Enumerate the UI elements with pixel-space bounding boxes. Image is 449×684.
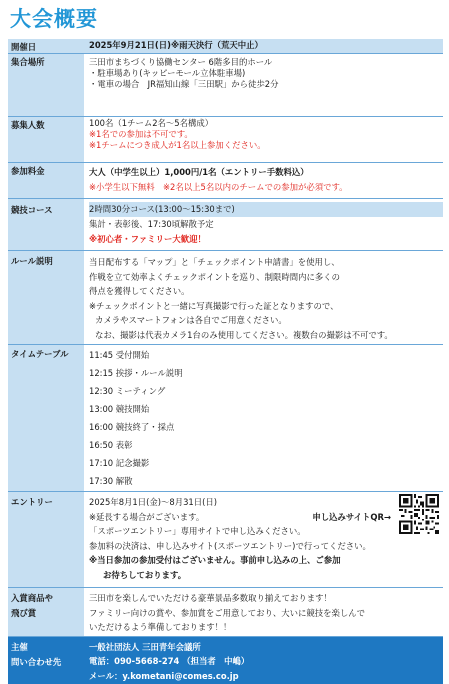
prizes-line-2: ファミリー向けの賞や、参加賞をご用意しており、大いに競技を楽しんで bbox=[89, 607, 366, 618]
row-value-venue bbox=[84, 54, 443, 117]
rules-line-6: なお、撮影は代表カメラ1台のみ使用してください。複数台の撮影は不可です。 bbox=[95, 329, 393, 340]
row-venue bbox=[8, 54, 443, 117]
entry-site-note: 「スポーツエントリー」専用サイトで申し込みください。 bbox=[89, 526, 306, 536]
entry-closing: お待ちしております。 bbox=[103, 569, 187, 580]
timetable-item: 13:00 競技開始 bbox=[89, 404, 150, 414]
entry-qr-code[interactable] bbox=[399, 494, 439, 536]
rules-line-2: 作戦を立て効率よくチェックポイントを巡り、制限時間内に多くの bbox=[89, 271, 340, 282]
row-value-prizes bbox=[84, 588, 443, 637]
row-label-prizes bbox=[8, 588, 84, 637]
footer-label-line-1: 主催 bbox=[11, 641, 28, 652]
rules-line-3: 得点を獲得してください。 bbox=[89, 286, 190, 296]
row-recruit bbox=[8, 117, 443, 163]
row-footer bbox=[8, 636, 443, 684]
rules-line-1: 当日配布する「マップ」と「チェックポイント申請書」を使用し、 bbox=[89, 257, 340, 267]
recruit-note-2: ※1チームにつき成人が1名以上参加ください。 bbox=[89, 140, 266, 151]
qr-label: 申し込みサイトQR→ bbox=[312, 511, 391, 522]
course-welcome: ※初心者・ファミリー大歓迎！ bbox=[89, 234, 206, 244]
row-value-footer bbox=[84, 636, 443, 684]
prizes-label-line-1: 入賞商品や bbox=[11, 593, 53, 603]
row-date bbox=[8, 39, 443, 54]
entry-no-same-day: ※当日参加の参加受付はございません。事前申し込みの上、ご参加 bbox=[89, 555, 341, 565]
row-value-date bbox=[84, 39, 443, 54]
timetable-item: 16:00 競技終了・採点 bbox=[89, 422, 175, 432]
organizer-name: 一般社団法人 三田青年会議所 bbox=[89, 641, 201, 652]
row-label-date: 開催日 bbox=[8, 39, 84, 54]
overview-table bbox=[8, 39, 443, 684]
row-value-recruit bbox=[84, 117, 443, 163]
timetable-item: 17:30 解散 bbox=[89, 476, 133, 486]
row-label-venue: 集合場所 bbox=[8, 54, 84, 117]
page-title: 大会概要 bbox=[10, 7, 98, 31]
row-prizes bbox=[8, 588, 443, 637]
recruit-note-1: ※1名での参加は不可です。 bbox=[89, 129, 193, 140]
row-label-footer bbox=[8, 636, 84, 684]
row-label-recruit: 募集人数 bbox=[8, 117, 84, 163]
venue-parking: ・駐車場あり(キッピーモール立体駐車場) bbox=[89, 68, 246, 79]
entry-period: 2025年8月1日(金)～8月31日(日) bbox=[89, 497, 218, 507]
row-timetable bbox=[8, 345, 443, 492]
row-course bbox=[8, 199, 443, 251]
contact-phone: 電話：090-5668-274 （担当者 中嶋） bbox=[89, 656, 250, 666]
event-date: 2025年9月21日(日)※雨天決行（荒天中止） bbox=[89, 40, 263, 50]
row-fee bbox=[8, 163, 443, 199]
contact-email[interactable]: メール：y.kometani@comes.co.jp bbox=[89, 670, 239, 681]
fee-adult: 大人（中学生以上）1,000円/1名（エントリー手数料込） bbox=[89, 167, 309, 177]
entry-payment-note: 参加料の決済は、申し込みサイト(スポーツエントリー)で行ってください。 bbox=[89, 540, 371, 551]
rules-line-4: ※チェックポイントと一緒に写真撮影で行った証となりますので、 bbox=[89, 300, 339, 311]
row-entry bbox=[8, 492, 443, 588]
row-label-timetable: タイムテーブル bbox=[8, 345, 84, 492]
timetable-item: 11:45 受付開始 bbox=[89, 350, 150, 360]
prizes-label-line-2: 飛び賞 bbox=[11, 608, 37, 618]
row-value-course bbox=[84, 199, 443, 251]
prizes-line-1: 三田市を楽しんでいただける豪華景品多数取り揃えております！ bbox=[89, 593, 332, 603]
venue-train: ・電車の場合 JR福知山線「三田駅」から徒歩2分 bbox=[89, 79, 279, 90]
fee-note: ※小学生以下無料 ※2名以上5名以内のチームでの参加が必須です。 bbox=[89, 182, 348, 193]
rules-line-5: カメラやスマートフォンは各自でご用意ください。 bbox=[95, 315, 287, 325]
row-label-fee: 参加料金 bbox=[8, 163, 84, 199]
row-value-rules bbox=[84, 251, 443, 345]
entry-extension-line bbox=[89, 510, 443, 525]
row-label-rules: ルール説明 bbox=[8, 251, 84, 345]
row-value-entry bbox=[84, 492, 443, 588]
timetable-item: 12:15 挨拶・ルール説明 bbox=[89, 368, 183, 378]
footer-label-line-2: 問い合わせ先 bbox=[11, 656, 62, 667]
timetable-item: 17:10 記念撮影 bbox=[89, 458, 150, 468]
timetable-item: 12:30 ミーティング bbox=[89, 386, 166, 396]
course-closing: 集計・表彰後、17:30頃解散予定 bbox=[89, 219, 214, 229]
prizes-line-3: いただけるよう準備しております！！ bbox=[89, 622, 232, 632]
course-time: 2時間30分コース(13:00～15:30まで) bbox=[89, 202, 443, 217]
venue-name: 三田市まちづくり協働センター 6階多目的ホール bbox=[89, 57, 273, 67]
row-label-course: 競技コース bbox=[8, 199, 84, 251]
recruit-count: 100名（1チーム2名～5名構成） bbox=[89, 118, 214, 128]
timetable-item: 16:50 表彰 bbox=[89, 440, 133, 450]
row-value-timetable bbox=[84, 345, 443, 492]
row-label-entry: エントリー bbox=[8, 492, 84, 588]
row-rules bbox=[8, 251, 443, 345]
row-value-fee bbox=[84, 163, 443, 199]
entry-extension-note: ※延長する場合がございます。 bbox=[89, 511, 205, 522]
